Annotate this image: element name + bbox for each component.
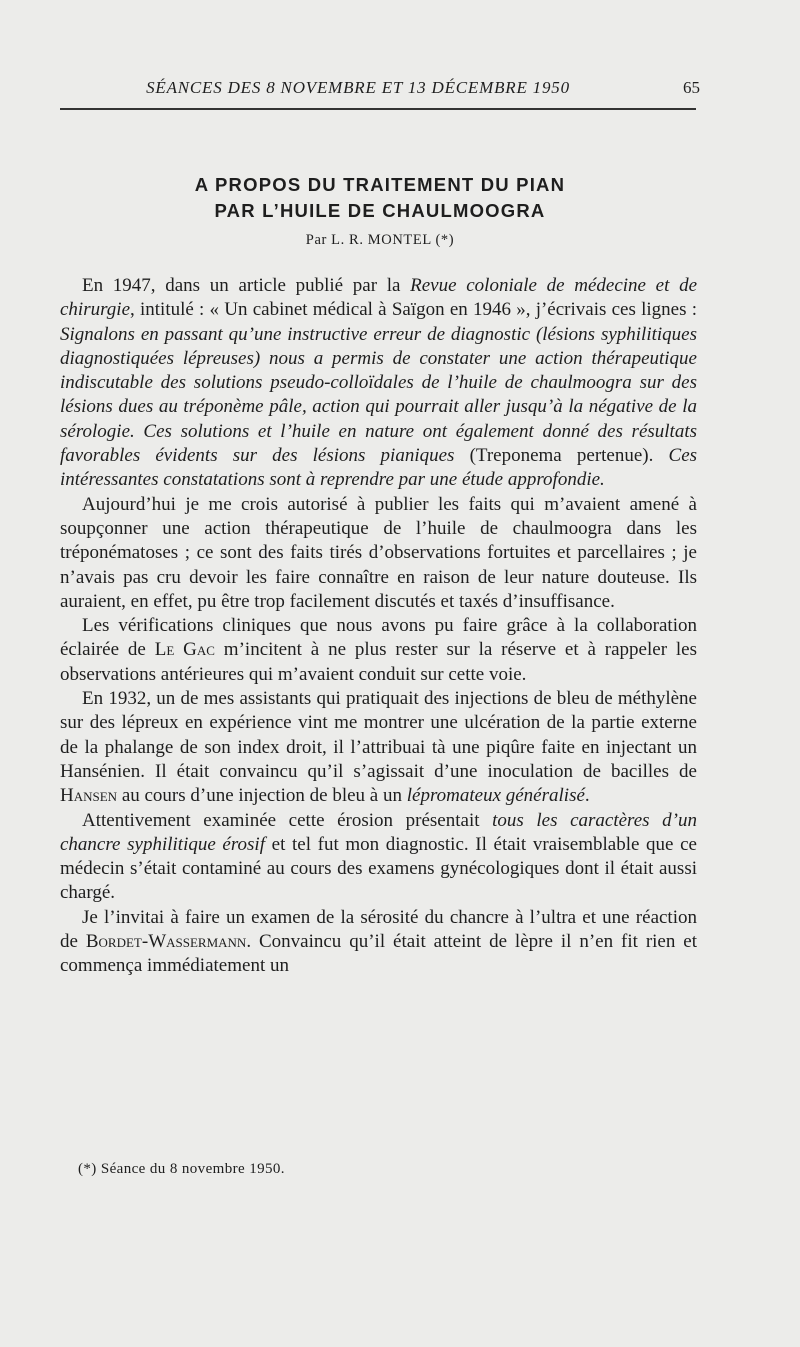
page-number: 65	[683, 78, 700, 97]
paragraph-1: En 1947, dans un article publié par la Revue coloniale de médecine et de chirurgie, intitulé : « Un cabinet médical à Saïgon en 1946 », j’écrivais ces lignes : Signalons en passant qu’une instructive erreur de diagnostic (lésions syphilitiques diagnostiquées lépreuses) nous a permis de constater une action thérapeutique indiscutable des solutions pseudo-colloïdales de l’huile de chaulmoogra sur des lésions dues au tréponème pâle, action qui pourrait aller jusqu’à la négative de la sérologie. Ces solutions et l’huile en nature ont également donné des résultats favorables évidents sur des lésions pianiques (Treponema pertenue). Ces intéressantes constatations sont à reprendre par une étude approfondie.	[60, 275, 698, 491]
running-title: SÉANCES DES 8 NOVEMBRE ET 13 DÉCEMBRE 1950	[146, 78, 570, 97]
article-body	[60, 274, 697, 979]
author-byline: Par L. R. MONTEL (*)	[305, 232, 455, 248]
quotation: Signalons en passant qu’une instructive erreur de diagnostic (lésions syphilitiques diagnostiquées lépreuses) nous a permis de constater une action thérapeutique indiscutable des solutions pseudo-colloïdales de l’huile de chaulmoogra sur des lésions dues au tréponème pâle, action qui pourrait aller jusqu’à la négative de la sérologie. Ces solutions et l’huile en nature ont également donné des résultats favorables évidents sur des lésions pianiques	[60, 323, 697, 467]
paragraph-5: Attentivement examinée cette érosion présentait tous les caractères d’un chancre syphilitique érosif et tel fut mon diagnostic. Il était vraisemblable que ce médecin s’était contaminé au cours des examens gynécologiques dont il était aussi chargé.	[60, 809, 697, 904]
footnote: (*) Séance du 8 novembre 1950.	[78, 1161, 285, 1177]
paragraph-6: Je l’invitai à faire un examen de la sérosité du chancre à l’ultra et une réaction de Bordet-Wassermann. Convaincu qu’il était atteint de lèpre il n’en fit rien et commença immédiatement un	[60, 906, 697, 977]
paragraph-2: Aujourd’hui je me crois autorisé à publier les faits qui m’avaient amené à soupçonner une action thérapeutique de l’huile de chaulmoogra dans les tréponématoses ; ce sont des faits tirés d’observations fortuites et parcellaires ; je n’avais pas cru devoir les faire connaître en raison de leur nature douteuse. Ils auraient, en effet, pu être trop facilement discutés et taxés d’insuffisance.	[60, 493, 697, 612]
title-line-1: A PROPOS DU TRAITEMENT DU PIAN	[194, 174, 566, 195]
author-name: Bordet-Wassermann	[85, 931, 247, 953]
paragraph-3: Les vérifications cliniques que nous avons pu faire grâce à la collaboration éclairée de Le Gac m’incitent à ne plus rester sur la réserve et à rappeler les observations antérieures qui m’avaient conduit sur cette voie.	[60, 615, 697, 685]
article-title	[60, 172, 700, 224]
author-name: Le Gac	[154, 639, 215, 661]
title-line-2: PAR L’HUILE DE CHAULMOOGRA	[214, 200, 546, 221]
author-name: Hansen	[60, 785, 118, 807]
paragraph-4: En 1932, un de mes assistants qui pratiquait des injections de bleu de méthylène sur des lépreux en expérience vint me montrer une ulcération de la partie externe de la phalange de son index droit, il l’attribuai tà une piqûre faite en injectant un Hansénien. Il était convaincu qu’il s’agissait d’une inoculation de bacilles de Hansen au cours d’une injection de bleu à un lépromateux généralisé.	[60, 688, 697, 807]
journal-title: Revue coloniale de médecine et de chirurgie	[60, 275, 698, 321]
running-header	[60, 78, 700, 104]
header-rule	[60, 108, 696, 110]
